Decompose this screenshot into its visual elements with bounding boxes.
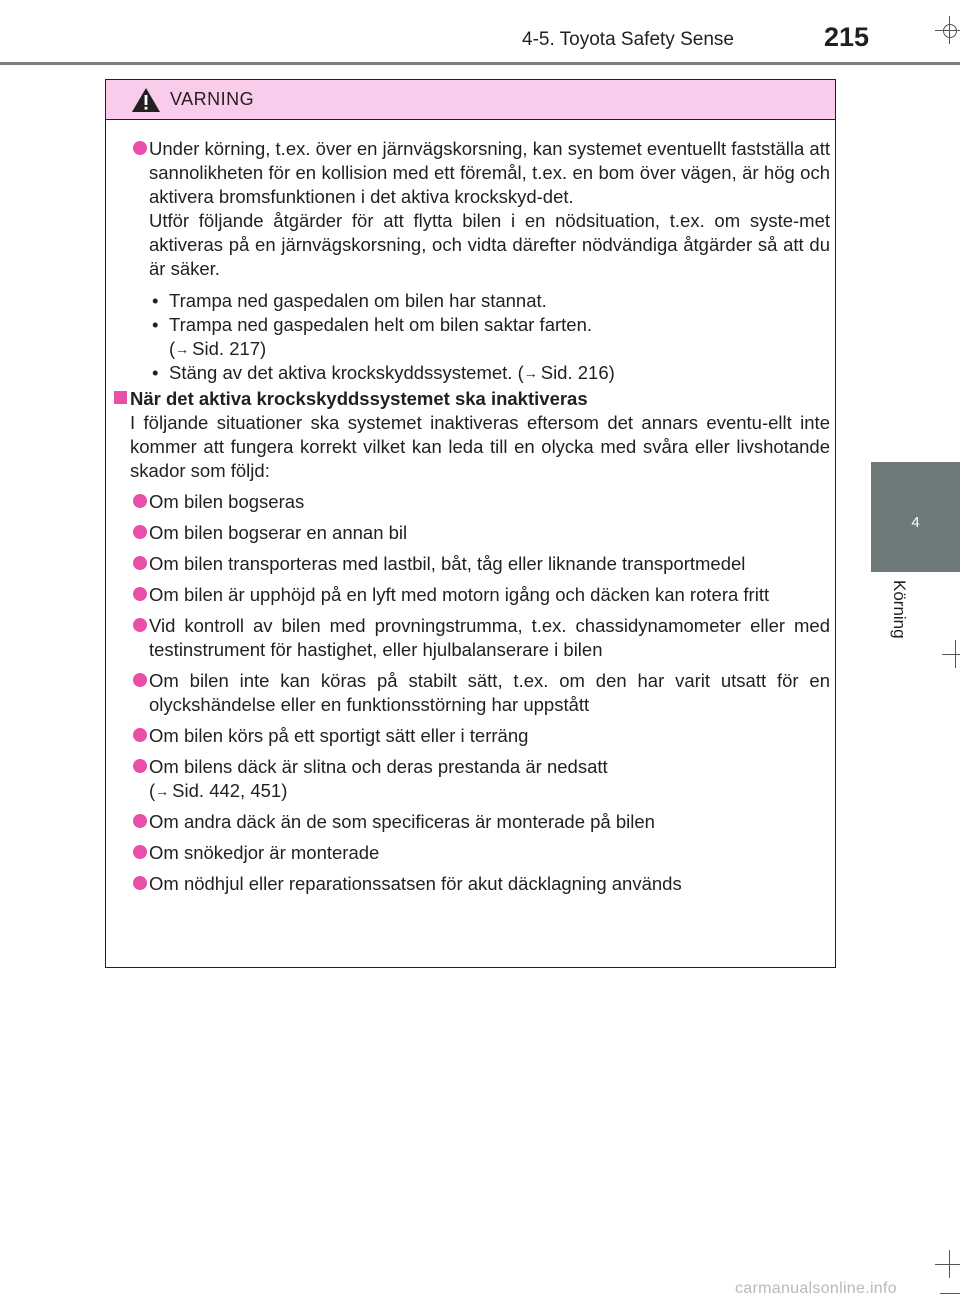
page-reference-link[interactable]: Sid. 442, 451): [172, 780, 288, 801]
list-item: [149, 289, 830, 313]
bullet-icon: [133, 494, 147, 508]
chapter-number: 4: [911, 514, 920, 531]
item-text: Om nödhjul eller reparationssatsen för akut däcklagning används: [149, 873, 682, 894]
bullet-icon: [133, 556, 147, 570]
chapter-tab: [871, 462, 960, 572]
section-heading: [114, 387, 830, 411]
page-reference-link[interactable]: Sid. 216): [540, 362, 615, 383]
crop-mark: [935, 1264, 960, 1265]
item-text: Om bilen körs på ett sportigt sätt eller i terräng: [149, 725, 529, 746]
list-item: [114, 724, 830, 748]
crop-circle: [943, 24, 957, 38]
item-text: Utför följande åtgärder för att flytta bilen i en nödsituation, t.ex. om syste-met aktiveras på en järnvägskorsning, och vidta därefter nödvändiga åtgärder så att du är säker.: [149, 210, 830, 279]
action-list: [114, 289, 830, 385]
item-text: Om bilen inte kan köras på stabilt sätt, t.ex. om den har varit utsatt för en olyckshändelse eller en funktionsstörning har uppstått: [149, 670, 830, 715]
watermark: carmanualsonline.info: [735, 1280, 897, 1297]
list-item: • Trampa ned gaspedalen helt om bilen saktar farten. (→ Sid. 217): [149, 313, 830, 361]
intro-paragraph: I följande situationer ska systemet inaktiveras eftersom det annars eventu-ellt inte kommer att fungera korrekt vilket kan leda till en olycka med svåra eller livshotande skador som följd:: [130, 412, 830, 481]
bullet-icon: [133, 845, 147, 859]
square-bullet-icon: [114, 391, 127, 404]
warning-triangle-icon: [131, 87, 161, 118]
item-text: Om bilen bogserar en annan bil: [149, 522, 408, 543]
bullet-icon: [133, 728, 147, 742]
list-item: [114, 583, 830, 607]
item-text: Om bilen bogseras: [149, 491, 305, 512]
item-text: Om andra däck än de som specificeras är monterade på bilen: [149, 811, 655, 832]
warning-title: VARNING: [170, 89, 255, 109]
chapter-label: Körning: [890, 580, 909, 639]
item-text: Om snökedjor är monterade: [149, 842, 380, 863]
list-item: [114, 521, 830, 545]
bullet-icon: [133, 876, 147, 890]
warning-body: [114, 120, 830, 896]
header-rule: [0, 62, 960, 65]
sub-item-text: Trampa ned gaspedalen om bilen har stannat.: [169, 290, 547, 311]
crop-mark: [942, 654, 960, 655]
item-text: Under körning, t.ex. över en järnvägskorsning, kan systemet eventuellt fastställa att sannolikheten för en kollision med ett föremål, t.ex. en bom över vägen, är hög och aktivera bromsfunktionen i det aktiva krockskyd-det.: [149, 138, 830, 207]
bullet-icon: [133, 141, 147, 155]
list-item: [114, 490, 830, 514]
arrow-right-icon: →: [523, 365, 538, 381]
list-item: [114, 810, 830, 834]
list-item: [114, 552, 830, 576]
section-title: 4-5. Toyota Safety Sense: [522, 29, 734, 50]
list-item: [114, 137, 830, 281]
crop-mark: [940, 1293, 960, 1294]
item-text: Om bilens däck är slitna och deras prestanda är nedsatt (→ Sid. 442, 451): [149, 756, 608, 801]
arrow-right-icon: →: [155, 783, 170, 799]
heading-text: När det aktiva krockskyddssystemet ska inaktiveras: [130, 388, 588, 409]
warning-box: [105, 79, 836, 968]
list-item: [114, 614, 830, 662]
page-number: 215: [824, 22, 870, 52]
list-item: [114, 872, 830, 896]
bullet-icon: [133, 673, 147, 687]
item-text: Om bilen transporteras med lastbil, båt, tåg eller liknande transportmedel: [149, 553, 746, 574]
item-text: Om bilen är upphöjd på en lyft med motorn igång och däcken kan rotera fritt: [149, 584, 770, 605]
item-text: Vid kontroll av bilen med provningstrumma, t.ex. chassidynamometer eller med testinstrument för hastighet, eller hjulbalanserare i bilen: [149, 615, 830, 660]
page-reference-link[interactable]: Sid. 217): [192, 338, 267, 359]
item-text-main: Om bilens däck är slitna och deras prestanda är nedsatt: [149, 756, 608, 777]
bullet-icon: [133, 618, 147, 632]
bullet-icon: [133, 525, 147, 539]
list-item: [114, 669, 830, 717]
sub-item-text: Trampa ned gaspedalen helt om bilen saktar farten.: [169, 314, 593, 335]
bullet-icon: [133, 587, 147, 601]
list-item: [114, 841, 830, 865]
sub-item-text: Stäng av det aktiva krockskyddssystemet. (: [169, 362, 524, 383]
bullet-icon: [133, 814, 147, 828]
list-item: [114, 755, 830, 803]
bullet-icon: [133, 759, 147, 773]
warning-header: [106, 80, 835, 120]
list-item: [149, 361, 830, 385]
arrow-right-icon: →: [175, 341, 190, 357]
